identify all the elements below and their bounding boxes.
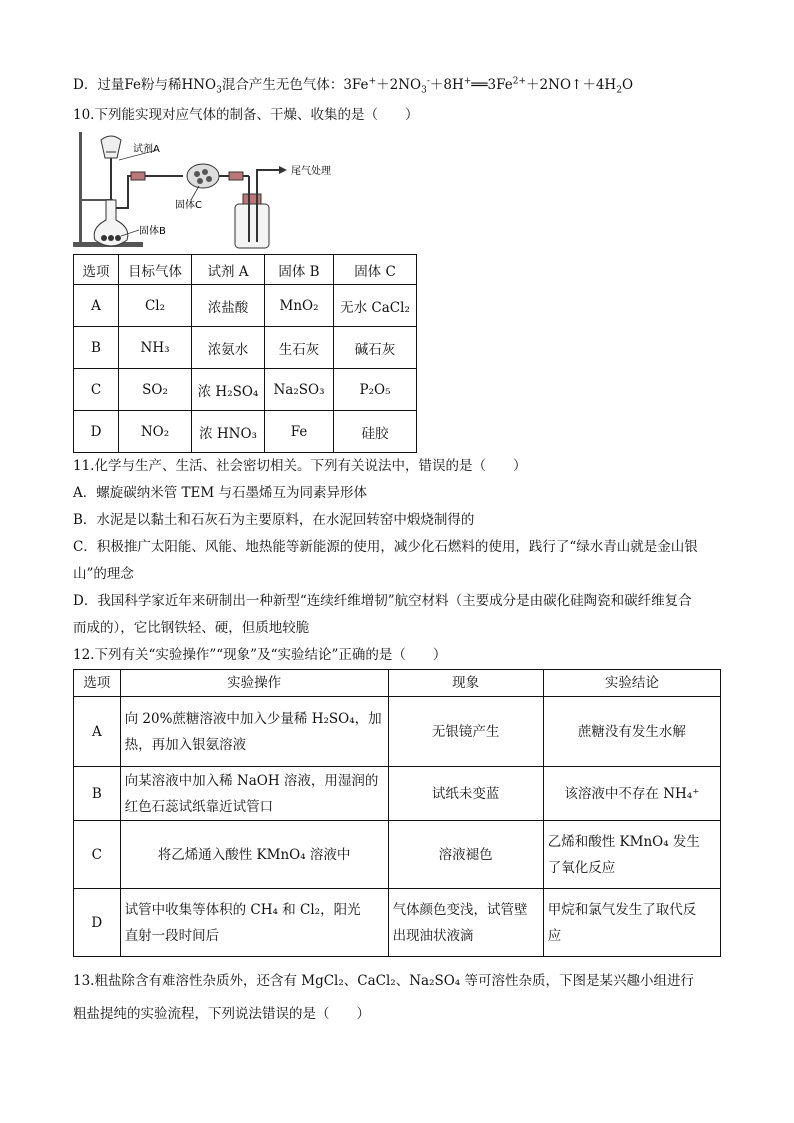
q13-line1: 13.粗盐除含有难溶性杂质外，还含有 MgCl₂、CaCl₂、Na₂SO₄ 等可溶性杂质，下图是某兴趣小组进行	[73, 973, 695, 989]
q10-stem: 10.下列能实现对应气体的制备、干燥、收集的是（ ）	[73, 107, 419, 123]
table-row: D NO₂ 浓 HNO₃ Fe 硅胶	[74, 411, 417, 453]
table-row: C SO₂ 浓 H₂SO₄ Na₂SO₃ P₂O₅	[74, 369, 417, 411]
table-row: B 向某溶液中加入稀 NaOH 溶液，用湿润的 红色石蕊试纸靠近试管口 试纸未变蓝 该溶液中不存在 NH₄⁺	[74, 767, 721, 821]
header-option: 选项	[74, 255, 119, 285]
table-row: C 将乙烯通入酸性 KMnO₄ 溶液中 溶液褪色 乙烯和酸性 KMnO₄ 发生 了氧化反应	[74, 821, 721, 889]
q12-stem: 12.下列有关“实验操作”“现象”及“实验结论”正确的是（ ）	[73, 647, 447, 663]
q9-option-d: D．过量Fe粉与稀$HNO_3$混合产生无色气体：$3Fe^++2NO_3^-+8H^+══3Fe^{2+}+2NO↑+4H_2O$	[73, 76, 634, 96]
reagent-a-label: 试剂A	[133, 144, 160, 155]
q11-option-c-line2: 山”的理念	[73, 566, 134, 582]
solid-c-label: 固体C	[175, 200, 202, 211]
q11-option-d-line2: 而成的），它比钢铁轻、硬，但质地较脆	[73, 620, 310, 636]
header-option: 选项	[74, 670, 121, 697]
header-reagent-a: 试剂 A	[192, 255, 265, 285]
q13-line2: 粗盐提纯的实验流程，下列说法错误的是（ ）	[73, 1006, 370, 1022]
header-solid-b: 固体 B	[265, 255, 334, 285]
q10-table	[73, 254, 417, 453]
header-phenomenon: 现象	[388, 670, 543, 697]
solid-b-label: 固体B	[139, 226, 166, 237]
table-row: A 向 20%蔗糖溶液中加入少量稀 H₂SO₄，加 热，再加入银氨溶液 无银镜产生 蔗糖没有发生水解	[74, 697, 721, 767]
table-row: D 试管中收集等体积的 CH₄ 和 Cl₂，阳光 直射一段时间后 气体颜色变浅，试管壁 出现油状液滴 甲烷和氯气发生了取代反 应	[74, 889, 721, 957]
header-operation: 实验操作	[120, 670, 388, 697]
table-row: A Cl₂ 浓盐酸 MnO₂ 无水 CaCl₂	[74, 285, 417, 327]
q11-stem: 11.化学与生产、生活、社会密切相关。下列有关说法中，错误的是（ ）	[73, 458, 527, 474]
tail-gas-label: 尾气处理	[291, 166, 331, 177]
header-solid-c: 固体 C	[334, 255, 417, 285]
q11-option-b: B．水泥是以黏土和石灰石为主要原料，在水泥回转窑中煅烧制得的	[73, 512, 475, 528]
q11-option-a: A．螺旋碳纳米管 TEM 与石墨烯互为同素异形体	[73, 485, 368, 501]
table-row: B NH₃ 浓氨水 生石灰 碱石灰	[74, 327, 417, 369]
q11-option-d-line1: D．我国科学家近年来研制出一种新型“连续纤维增韧”航空材料（主要成分是由碳化硅陶瓷和碳纤维复合	[73, 593, 692, 609]
q11-option-c-line1: C．积极推广太阳能、风能、地热能等新能源的使用，减少化石燃料的使用，践行了“绿水青山就是金山银	[73, 539, 698, 555]
q12-table	[73, 669, 721, 957]
header-gas: 目标气体	[119, 255, 192, 285]
gas-apparatus-diagram	[73, 130, 363, 252]
header-conclusion: 实验结论	[543, 670, 720, 697]
